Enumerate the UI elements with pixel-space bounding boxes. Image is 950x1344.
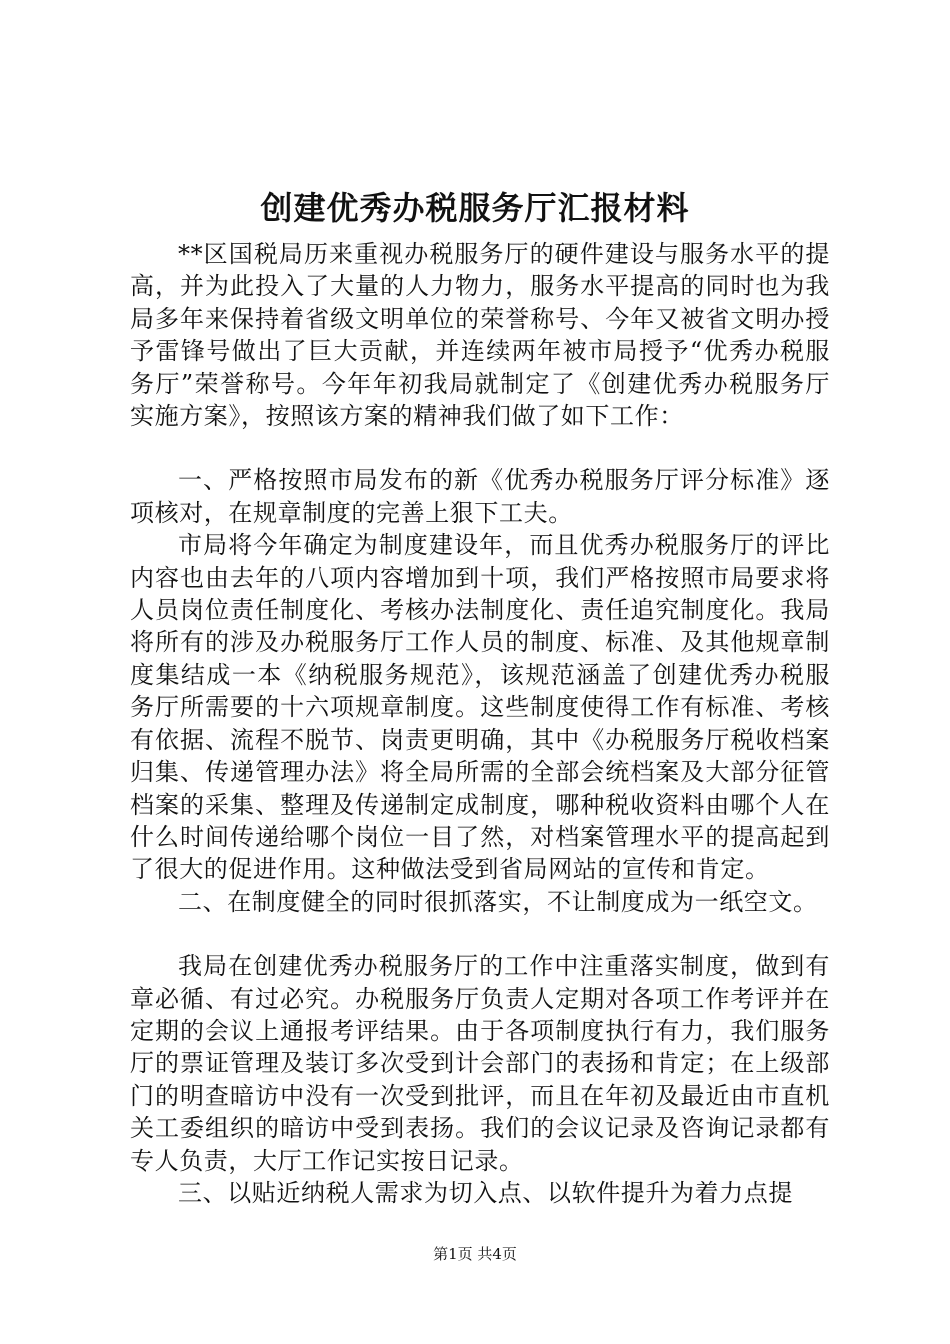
section-heading-1: 一、严格按照市局发布的新《优秀办税服务厅评分标准》逐项核对，在规章制度的完善上狠下工夫。 [130, 466, 830, 527]
page-footer: 第1页 共4页 [433, 1245, 517, 1263]
document-title: 创建优秀办税服务厅汇报材料 [260, 189, 690, 227]
section-heading-2: 二、在制度健全的同时很抓落实，不让制度成为一纸空文。 [178, 887, 818, 916]
section-heading-3: 三、以贴近纳税人需求为切入点、以软件提升为着力点提 [178, 1178, 793, 1207]
paragraph-section-2: 我局在创建优秀办税服务厅的工作中注重落实制度，做到有章必循、有过必究。办税服务厅负责人定期对各项工作考评并在定期的会议上通报考评结果。由于各项制度执行有力，我们服务厅的票证管理及装订多次受到计会部门的表扬和肯定；在上级部门的明查暗访中没有一次受到批评，而且在年初及最近由市直机关工委组织的暗访中受到表扬。我们的会议记录及咨询记录都有专人负责，大厅工作记实按日记录。 [130, 952, 830, 1175]
paragraph-intro: **区国税局历来重视办税服务厅的硬件建设与服务水平的提高，并为此投入了大量的人力物力，服务水平提高的同时也为我局多年来保持着省级文明单位的荣誉称号、今年又被省文明办授予雷锋号做出了巨大贡献，并连续两年被市局授予“优秀办税服务厅”荣誉称号。今年年初我局就制定了《创建优秀办税服务厅实施方案》，按照该方案的精神我们做了如下工作： [130, 240, 830, 431]
paragraph-section-1: 市局将今年确定为制度建设年，而且优秀办税服务厅的评比内容也由去年的八项内容增加到十项，我们严格按照市局要求将人员岗位责任制度化、考核办法制度化、责任追究制度化。我局将所有的涉及办税服务厅工作人员的制度、标准、及其他规章制度集结成一本《纳税服务规范》，该规范涵盖了创建优秀办税服务厅所需要的十六项规章制度。这些制度使得工作有标准、考核有依据、流程不脱节、岗责更明确，其中《办税服务厅税收档案归集、传递管理办法》将全局所需的全部会统档案及大部分征管档案的采集、整理及传递制定成制度，哪种税收资料由哪个人在什么时间传递给哪个岗位一目了然，对档案管理水平的提高起到了很大的促进作用。这种做法受到省局网站的宣传和肯定。 [130, 531, 830, 884]
document-body [130, 238, 830, 1209]
